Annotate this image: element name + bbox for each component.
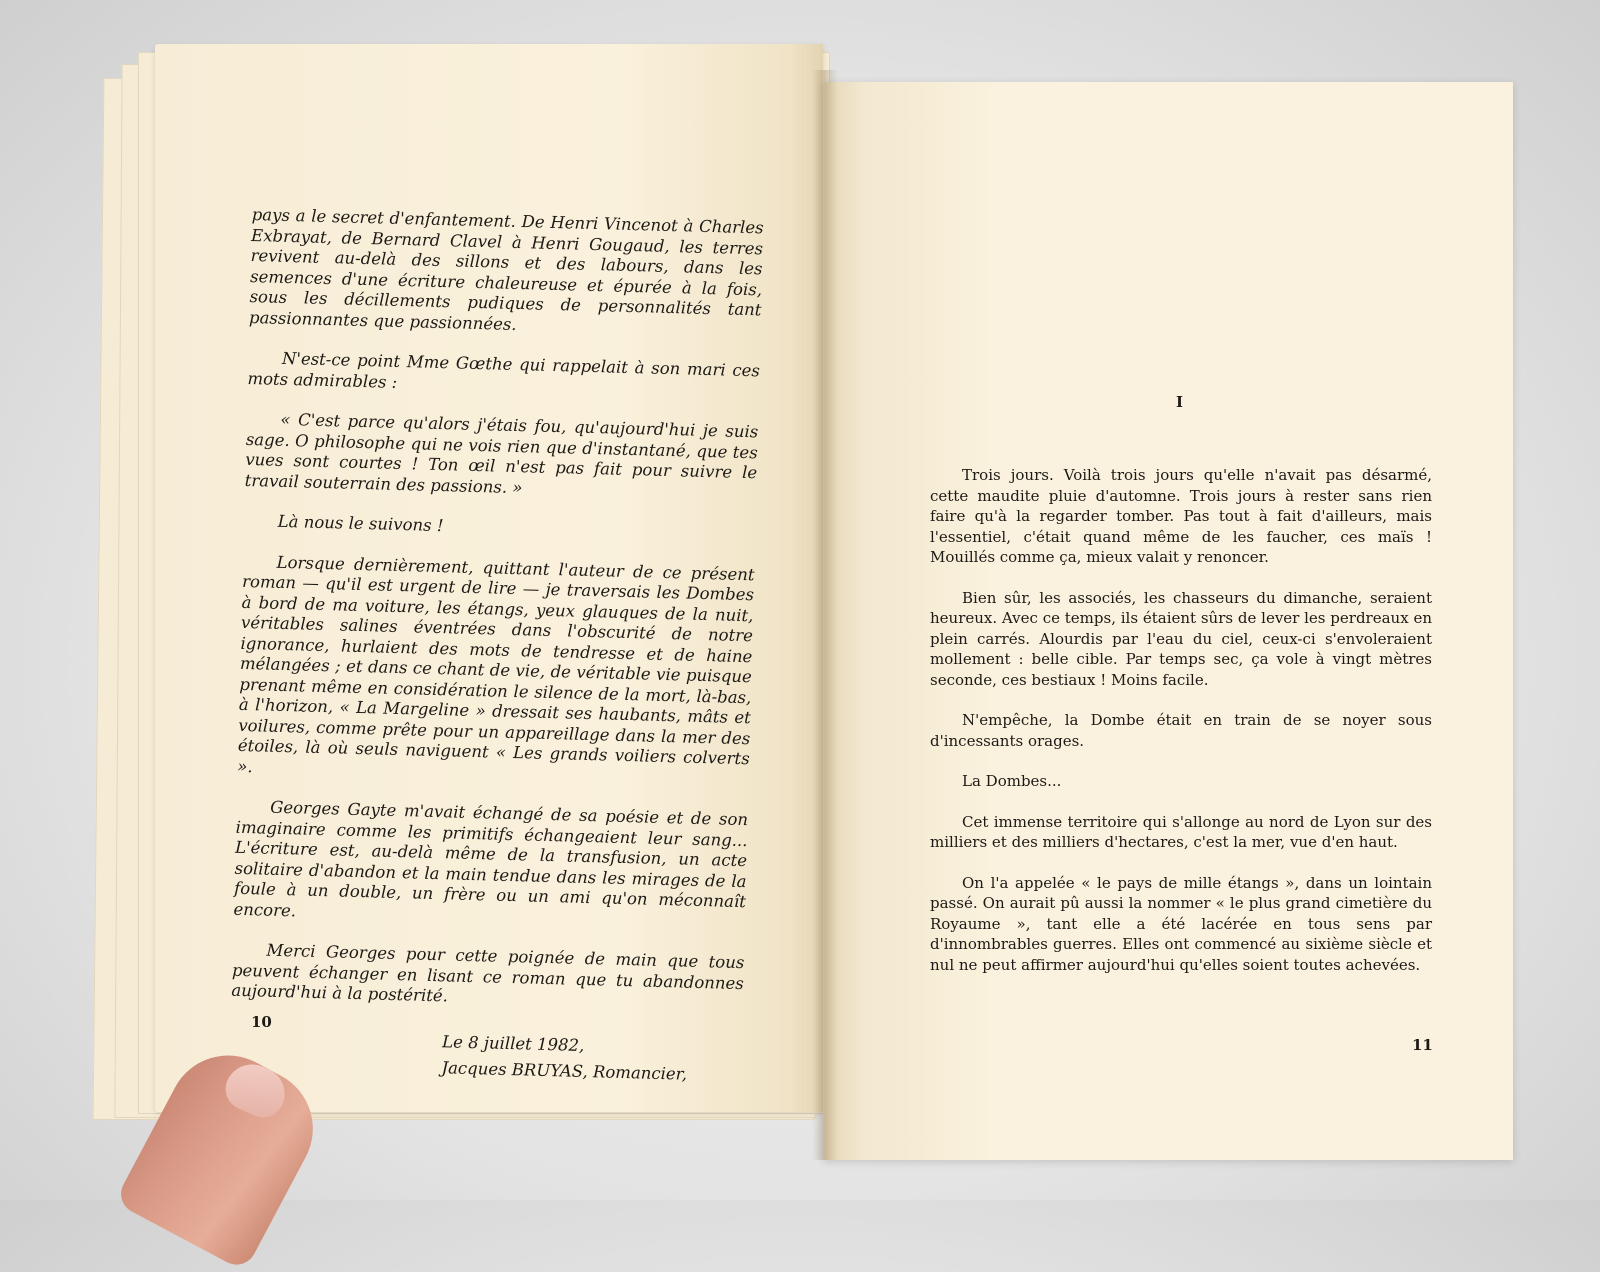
right-paragraph: Trois jours. Voilà trois jours qu'elle n'avait pas désarmé, cette maudite pluie d'automne. Trois jours à rester sans rien faire qu'à la regarder tomber. Pas tout à fait d'ailleurs, mais l'essentiel, c'était quand même de les faucher, ces maïs ! Mouillés comme ça, mieux valait y renoncer. bbox=[930, 466, 1432, 566]
left-paragraph: Lorsque dernièrement, quittant l'auteur de ce présent roman — qu'il est urgent de lire — je traversais les Dombes à bord de ma voiture, les étangs, yeux glauques de la nuit, véritables salines éventrées dans l'obscurité de notre ignorance, hurlaient des mots de tendresse et de haine mélangées ; et dans ce chant de vie, de véritable vie puisque prenant même en considération le silence de la mort, là-bas, à l'horizon, « La Margeline » dressait ses haubants, mâts et voilures, comme prête pour un appareillage dans la mer des étoiles, là où seuls naviguent « Les grands voiliers colverts ». bbox=[237, 552, 755, 776]
left-paragraph: Là nous le suivons ! bbox=[277, 511, 444, 536]
right-paragraph: N'empêche, la Dombe était en train de se noyer sous d'incessants orages. bbox=[930, 711, 1432, 750]
signature-date: Le 8 juillet 1982, bbox=[441, 1031, 585, 1055]
chapter-heading: I bbox=[1176, 393, 1184, 411]
right-page-text bbox=[930, 465, 1432, 995]
left-paragraph: N'est-ce point Mme Gœthe qui rappelait à son mari ces mots admirables : bbox=[247, 348, 761, 392]
signature-name: Jacques BRUYAS, Romancier, bbox=[441, 1057, 688, 1084]
left-page-text bbox=[229, 205, 764, 1089]
right-paragraph: On l'a appelée « le pays de mille étangs », dans un lointain passé. On aurait pû aussi la nommer « le plus grand cimetière du Royaume », tant elle a été lacérée en tous sens par d'innombrables guerres. Elles ont commencé au sixième siècle et nul ne peut affirmer aujourd'hui qu'elles soient toutes achevées. bbox=[930, 873, 1432, 974]
signature-block bbox=[441, 1029, 742, 1089]
right-paragraph: Bien sûr, les associés, les chasseurs du dimanche, seraient heureux. Avec ce temps, ils étaient sûrs de lever les perdreaux en plein carrés. Alourdis par l'eau du ciel, ceux-ci s'envoleraient mollement : belle cible. Par temps sec, ça vole à vingt mètres seconde, ces bestiaux ! Moins facile. bbox=[930, 588, 1432, 689]
left-paragraph: pays a le secret d'enfantement. De Henri Vincenot à Charles Exbrayat, de Bernard Clavel à Henri Gougaud, les terres revivent au-delà des sillons et des labours, dans les semences d'une écriture chaleureuse et épurée à la fois, sous les décillements pudiques de personnalités tant passionnantes que passionnées. bbox=[248, 205, 764, 334]
left-paragraph: Georges Gayte m'avait échangé de sa poésie et de son imaginaire comme les primitifs échangeaient leur sang... L'écriture est, au-delà même de la transfusion, un acte solitaire d'abandon et la main tendue dans les mirages de la foule à un double, un frère ou un ami qu'on méconnaît encore. bbox=[233, 797, 749, 920]
page-number-right: 11 bbox=[1412, 1036, 1433, 1054]
left-paragraph: « C'est parce qu'alors j'étais fou, qu'aujourd'hui je suis sage. O philosophe qui ne vois rien que d'instantané, que tes vues sont courtes ! Ton œil n'est pas fait pour suivre le travail souterrain des passions. » bbox=[244, 409, 759, 497]
book-spine bbox=[812, 70, 838, 1160]
left-paragraph: Merci Georges pour cette poignée de main que tous peuvent échanger en lisant ce roman que tu abandonnes aujourd'hui à la postérité. bbox=[231, 940, 745, 1006]
right-paragraph: La Dombes... bbox=[962, 772, 1062, 790]
right-paragraph: Cet immense territoire qui s'allonge au nord de Lyon sur des milliers et des milliers d'hectares, c'est la mer, vue d'en haut. bbox=[930, 812, 1432, 851]
page-number-left: 10 bbox=[251, 1013, 272, 1031]
